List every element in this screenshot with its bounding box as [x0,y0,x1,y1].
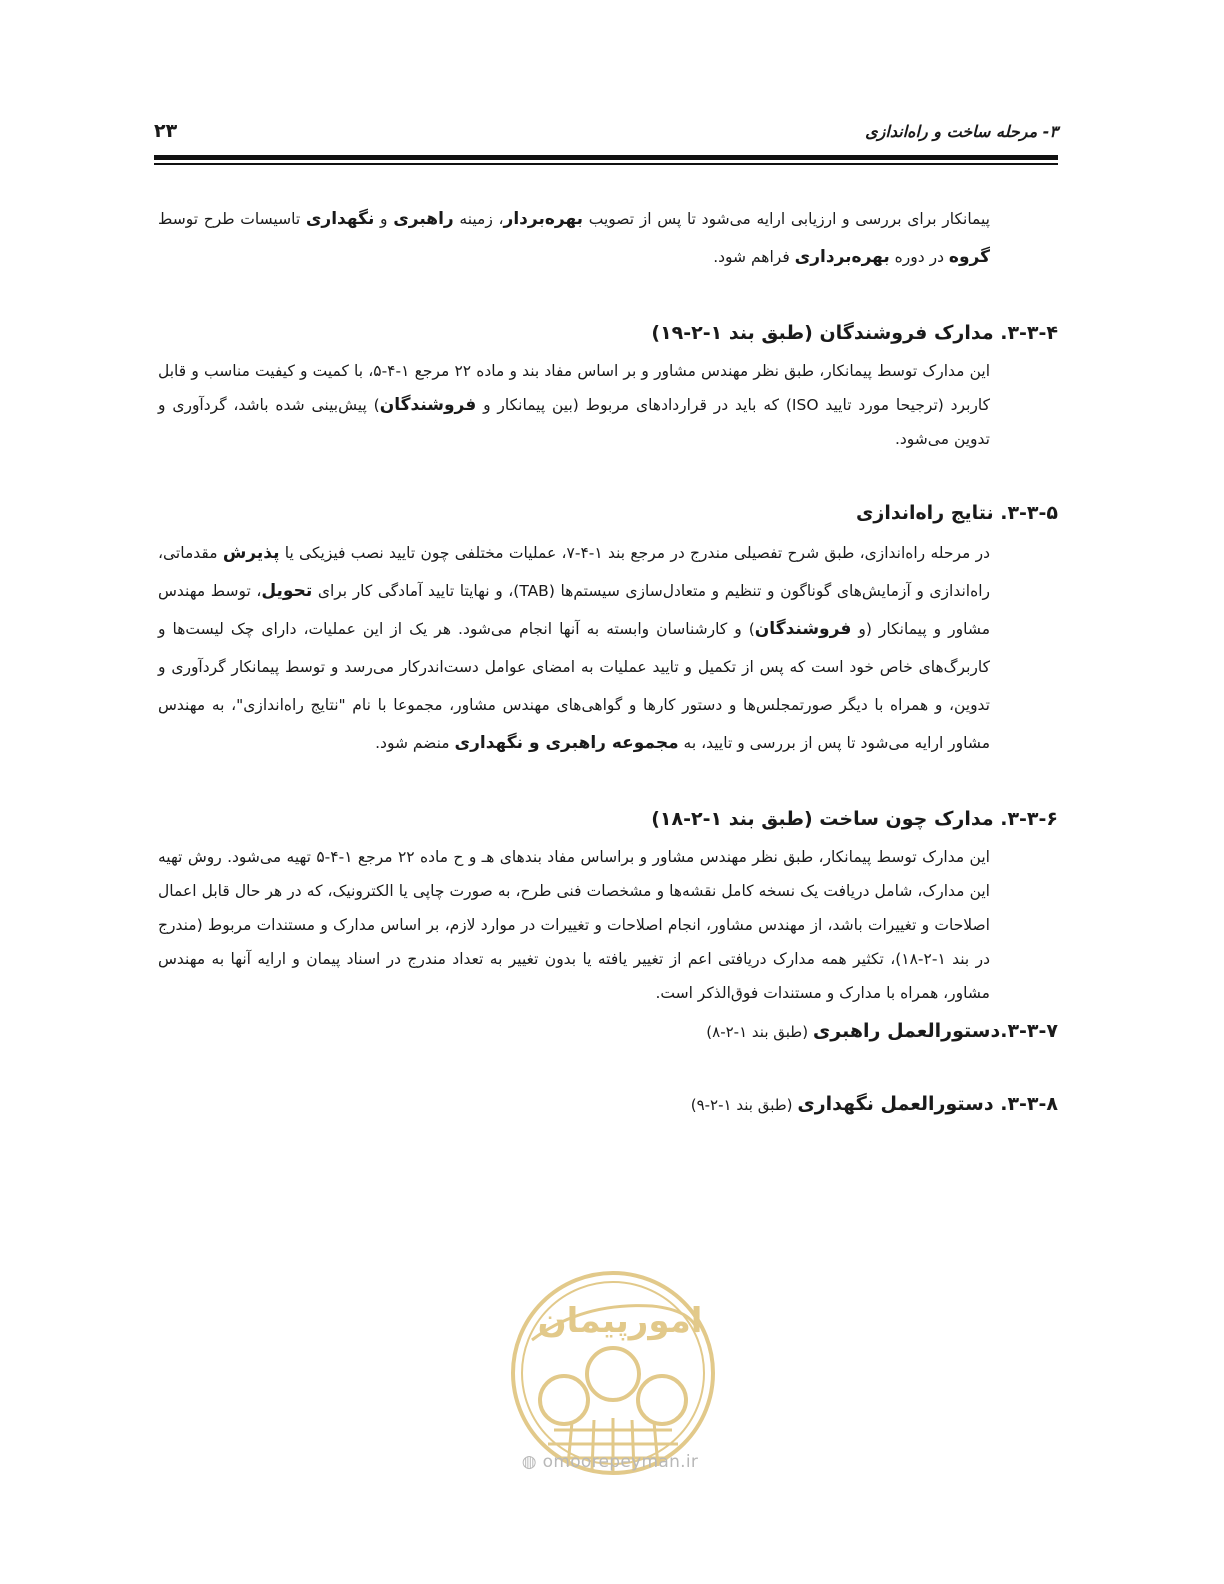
section-heading-3-3-6: ۳-۳-۶. مدارک چون ساخت (طبق بند ۱-۲-۱۸) [651,808,1058,830]
page-number: ۲۳ [154,120,178,142]
svg-text:امورپیمان: امورپیمان [537,1301,703,1341]
watermark-stamp-logo [502,1262,724,1484]
section-3-3-5-paragraph: در مرحله راه‌اندازی، طبق شرح تفصیلی مندرج در مرجع بند ۱-۴-۷، عملیات مختلفی چون تایید نصب فیزیکی یا پذیرش مقدماتی، راه‌اندازی و آزمایش‌های گوناگون و تنظیم و متعادل‌سازی سیستم‌ها (TAB)، و نهایتا تایید آمادگی کار برای تحویل، توسط مهندس مشاور و پیمانکار (و فروشندگان) و کارشناسان وابسته به آنها انجام می‌شود. هر یک از این عملیات، دارای چک لیست‌ها و کاربرگ‌های خاص خود است که پس از تکمیل و تایید عملیات به امضای عوامل دست‌اندرکار می‌رسد و توسط پیمانکار گردآوری و تدوین، و همراه با دیگر صورتمجلس‌ها و دستور کارها و گواهی‌های مهندس مشاور، مجموعا با نام "نتایج راه‌اندازی"، به مهندس مشاور ارایه می‌شود تا پس از بررسی و تایید، به مجموعه راهبری و نگهداری منضم شود. [158,543,990,753]
globe-icon: ◍ [521,1452,537,1472]
page-body [158,200,1058,1120]
page-header [154,118,1058,150]
section-3-3-4-paragraph: این مدارک توسط پیمانکار، طبق نظر مهندس مشاور و بر اساس مفاد بند و ماده ۲۲ مرجع ۱-۴-۵، با کمیت و کیفیت مناسب و قابل کاربرد (ترجیحا مورد تایید ISO) که باید در قراردادهای مربوط (بین پیمانکار و فروشندگان) پیش‌بینی شده باشد، گردآوری و تدوین می‌شود. [158,362,991,448]
section-heading-3-3-4: ۳-۳-۴. مدارک فروشندگان (طبق بند ۱-۲-۱۹) [651,322,1058,344]
section-heading-3-3-8: ۳-۳-۸. دستورالعمل نگهداری (طبق بند ۱-۲-۹) [690,1093,1058,1115]
watermark-site-url: ◍ omoorepeyman.ir [521,1452,699,1472]
section-3-3-6-paragraph: این مدارک توسط پیمانکار، طبق نظر مهندس مشاور و براساس مفاد بندهای هـ و ح ماده ۲۲ مرجع ۱-۴-۵ تهیه می‌شود. روش تهیه این مدارک، شامل دریافت یک نسخه کامل نقشه‌ها و مشخصات فنی طرح، به صورت چاپی یا الکترونیک، که در هر حال قابل اعمال اصلاحات و تغییرات باشد، از مهندس مشاور، انجام اصلاحات و تغییرات در موارد لازم، بر اساس مدارک و مستندات مربوط (مندرج در بند ۱-۲-۱۸)، تکثیر همه مدارک دریافتی اعم از تغییر یافته یا بدون تغییر به تعداد مندرج در اسناد پیمان و ارایه آنها به مهندس مشاور، همراه با مدارک و مستندات فوق‌الذکر است. [158,848,990,1002]
section-heading-3-3-5: ۳-۳-۵. نتایج راه‌اندازی [855,502,1058,524]
header-rule-thick [154,155,1058,160]
header-rule-thin [154,163,1058,165]
section-heading-3-3-7: ۳-۳-۷.دستورالعمل راهبری (طبق بند ۱-۲-۸) [706,1020,1058,1042]
chapter-title: ۳- مرحله ساخت و راه‌اندازی [865,122,1058,141]
intro-paragraph: پیمانکار برای بررسی و ارزیابی ارایه می‌شود تا پس از تصویب بهره‌بردار، زمینه راهبری و نگهداری تاسیسات طرح توسط گروه در دوره بهره‌برداری فراهم شود. [158,209,990,267]
